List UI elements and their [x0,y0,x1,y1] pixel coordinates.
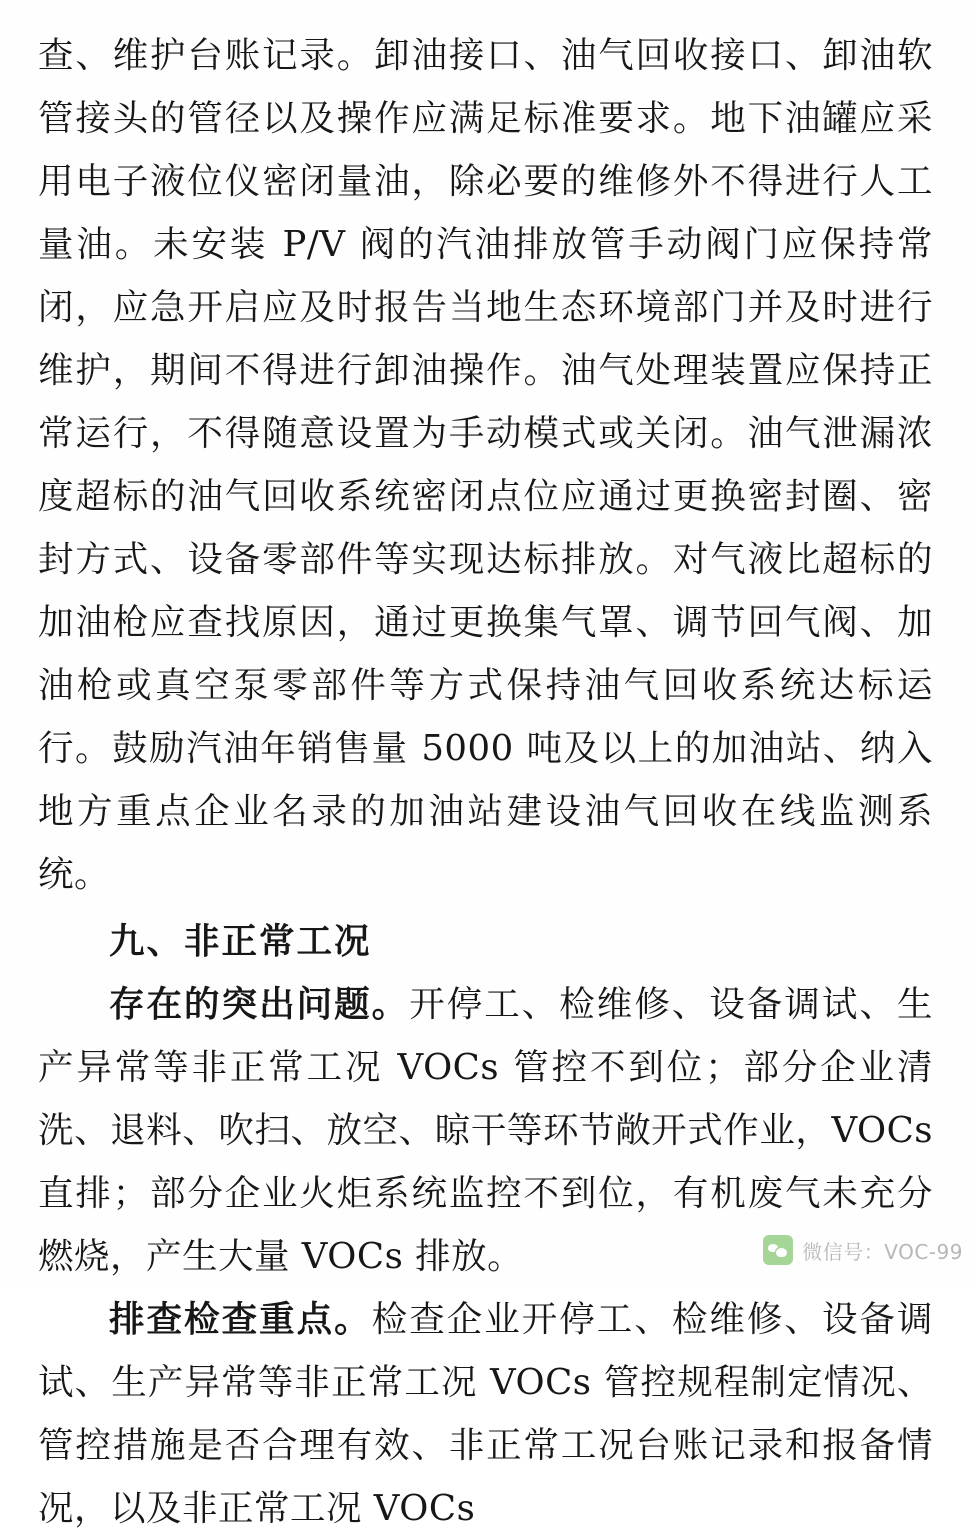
subsection-inspection-focus-text: 检查企业开停工、检维修、设备调试、生产异常等非正常工况 VOCs 管控规程制定情况、管控措施是否合理有效、非正常工况台账记录和报备情况，以及非正常工况 VOCs [38,1299,933,1529]
watermark-text: 微信号：VOC-99 [802,1239,963,1264]
subsection-existing-problems-lead: 存在的突出问题。 [109,984,410,1025]
subsection-existing-problems-text: 开停工、检维修、设备调试、生产异常等非正常工况 VOCs 管控不到位；部分企业清洗、退料、吹扫、放空、晾干等环节敞开式作业，VOCs 直排；部分企业火炬系统监控不到位，有机废气未充分燃烧，产生大量 VOCs 排放。 [38,984,933,1277]
document-body [38,24,933,1540]
subsection-inspection-focus-lead: 排查检查重点。 [109,1299,372,1340]
watermark [763,1235,963,1265]
wechat-icon [763,1235,793,1265]
section-heading: 九、非正常工况 [109,921,372,962]
paragraph-continued-oil-recovery: 查、维护台账记录。卸油接口、油气回收接口、卸油软管接头的管径以及操作应满足标准要求。地下油罐应采用电子液位仪密闭量油，除必要的维修外不得进行人工量油。未安装 P/V 阀的汽油排放管手动阀门应保持常闭，应急开启应及时报告当地生态环境部门并及时进行维护，期间不得进行卸油操作。油气处理装置应保持正常运行，不得随意设置为手动模式或关闭。油气泄漏浓度超标的油气回收系统密闭点位应通过更换密封圈、密封方式、设备零部件等实现达标排放。对气液比超标的加油枪应查找原因，通过更换集气罩、调节回气阀、加油枪或真空泵零部件等方式保持油气回收系统达标运行。鼓励汽油年销售量 5000 吨及以上的加油站、纳入地方重点企业名录的加油站建设油气回收在线监测系统。 [38,35,933,895]
subsection-inspection-focus [38,1288,933,1540]
